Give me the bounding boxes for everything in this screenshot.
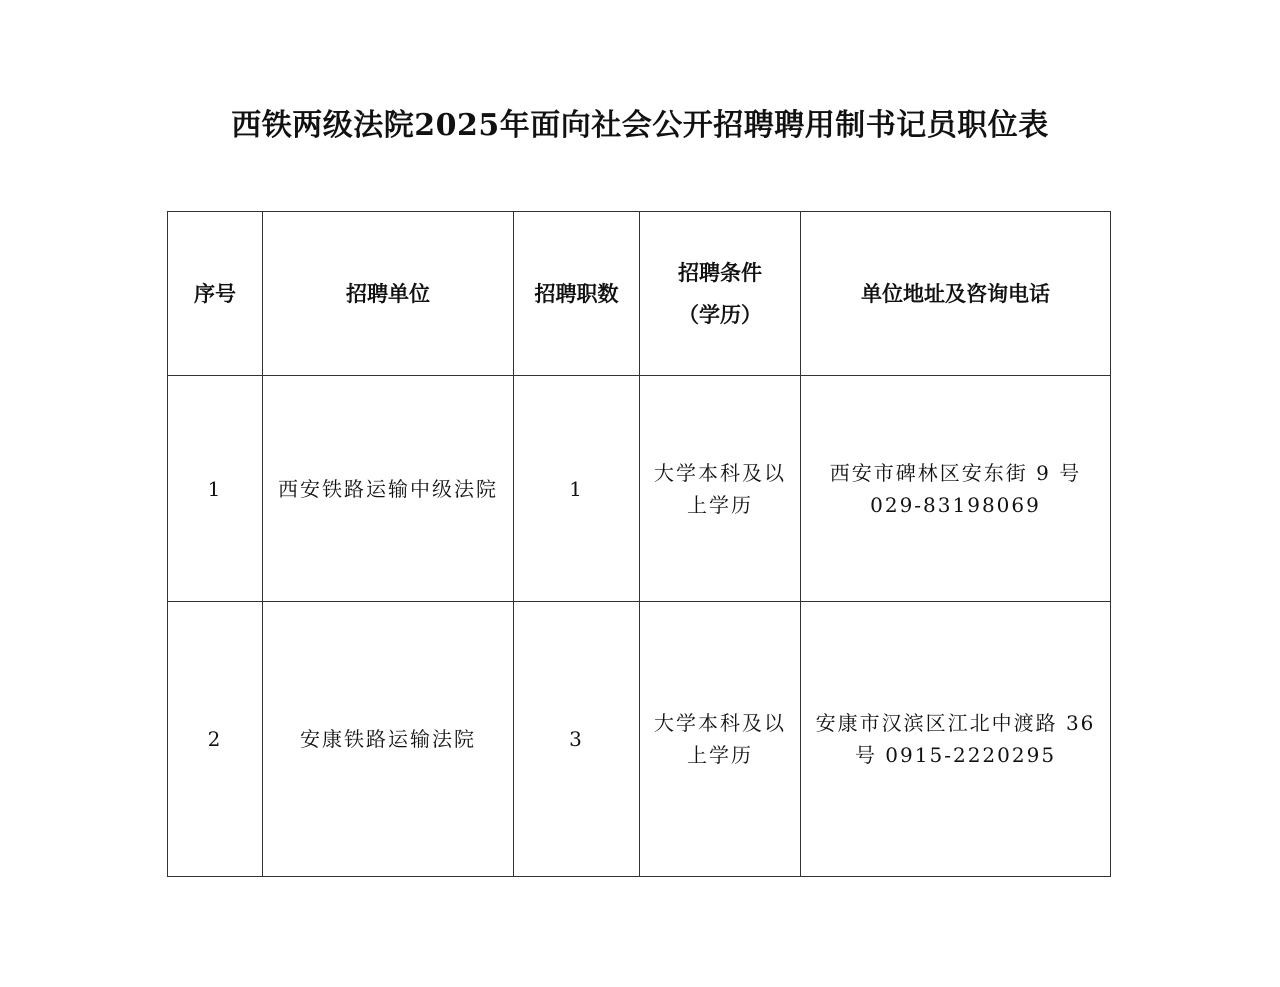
row-count-cell: [514, 602, 640, 877]
positions-table: [167, 211, 1111, 877]
row-address-line1: 西安市碑林区安东街 9 号: [829, 460, 1082, 485]
row-condition: 大学本科及以上学历: [654, 460, 786, 517]
row-index: 1: [207, 476, 223, 501]
header-address-label: 单位地址及咨询电话: [861, 280, 1050, 306]
header-index-label: 序号: [194, 280, 236, 306]
header-count-label: 招聘职数: [534, 280, 619, 306]
row-index-cell: [168, 376, 263, 602]
row-condition: 大学本科及以上学历: [654, 711, 786, 767]
row-unit: 西安铁路运输中级法院: [278, 476, 498, 501]
row-address-cell: [801, 376, 1111, 602]
page-title: 西铁两级法院2025年面向社会公开招聘聘用制书记员职位表: [231, 108, 1049, 143]
row-unit-cell: [263, 376, 514, 602]
row-condition-cell: [640, 602, 801, 877]
row-condition-cell: [640, 376, 801, 602]
header-address: [801, 212, 1111, 376]
header-condition: [640, 212, 801, 376]
row-count: 1: [569, 476, 584, 501]
header-unit-label: 招聘单位: [346, 280, 430, 306]
row-address-line2: 029-83198069: [870, 492, 1041, 517]
row-index-cell: [168, 602, 263, 877]
header-condition-line2: （学历）: [678, 301, 762, 327]
row-address-cell: [801, 602, 1111, 877]
row-count-cell: [514, 376, 640, 602]
table-row: [168, 376, 1111, 602]
row-unit-cell: [263, 602, 514, 877]
row-index: 2: [207, 727, 223, 751]
row-count: 3: [569, 727, 584, 751]
header-count: [514, 212, 640, 376]
table-header-row: [168, 212, 1111, 376]
row-address-line1: 安康市汉滨区江北中渡路 36: [815, 711, 1096, 735]
row-address-line2: 号 0915-2220295: [854, 743, 1057, 767]
header-unit: [263, 212, 514, 376]
table-row: [168, 602, 1111, 877]
header-condition-line1: 招聘条件: [678, 259, 762, 285]
header-index: [168, 212, 263, 376]
row-unit: 安康铁路运输法院: [300, 727, 476, 751]
